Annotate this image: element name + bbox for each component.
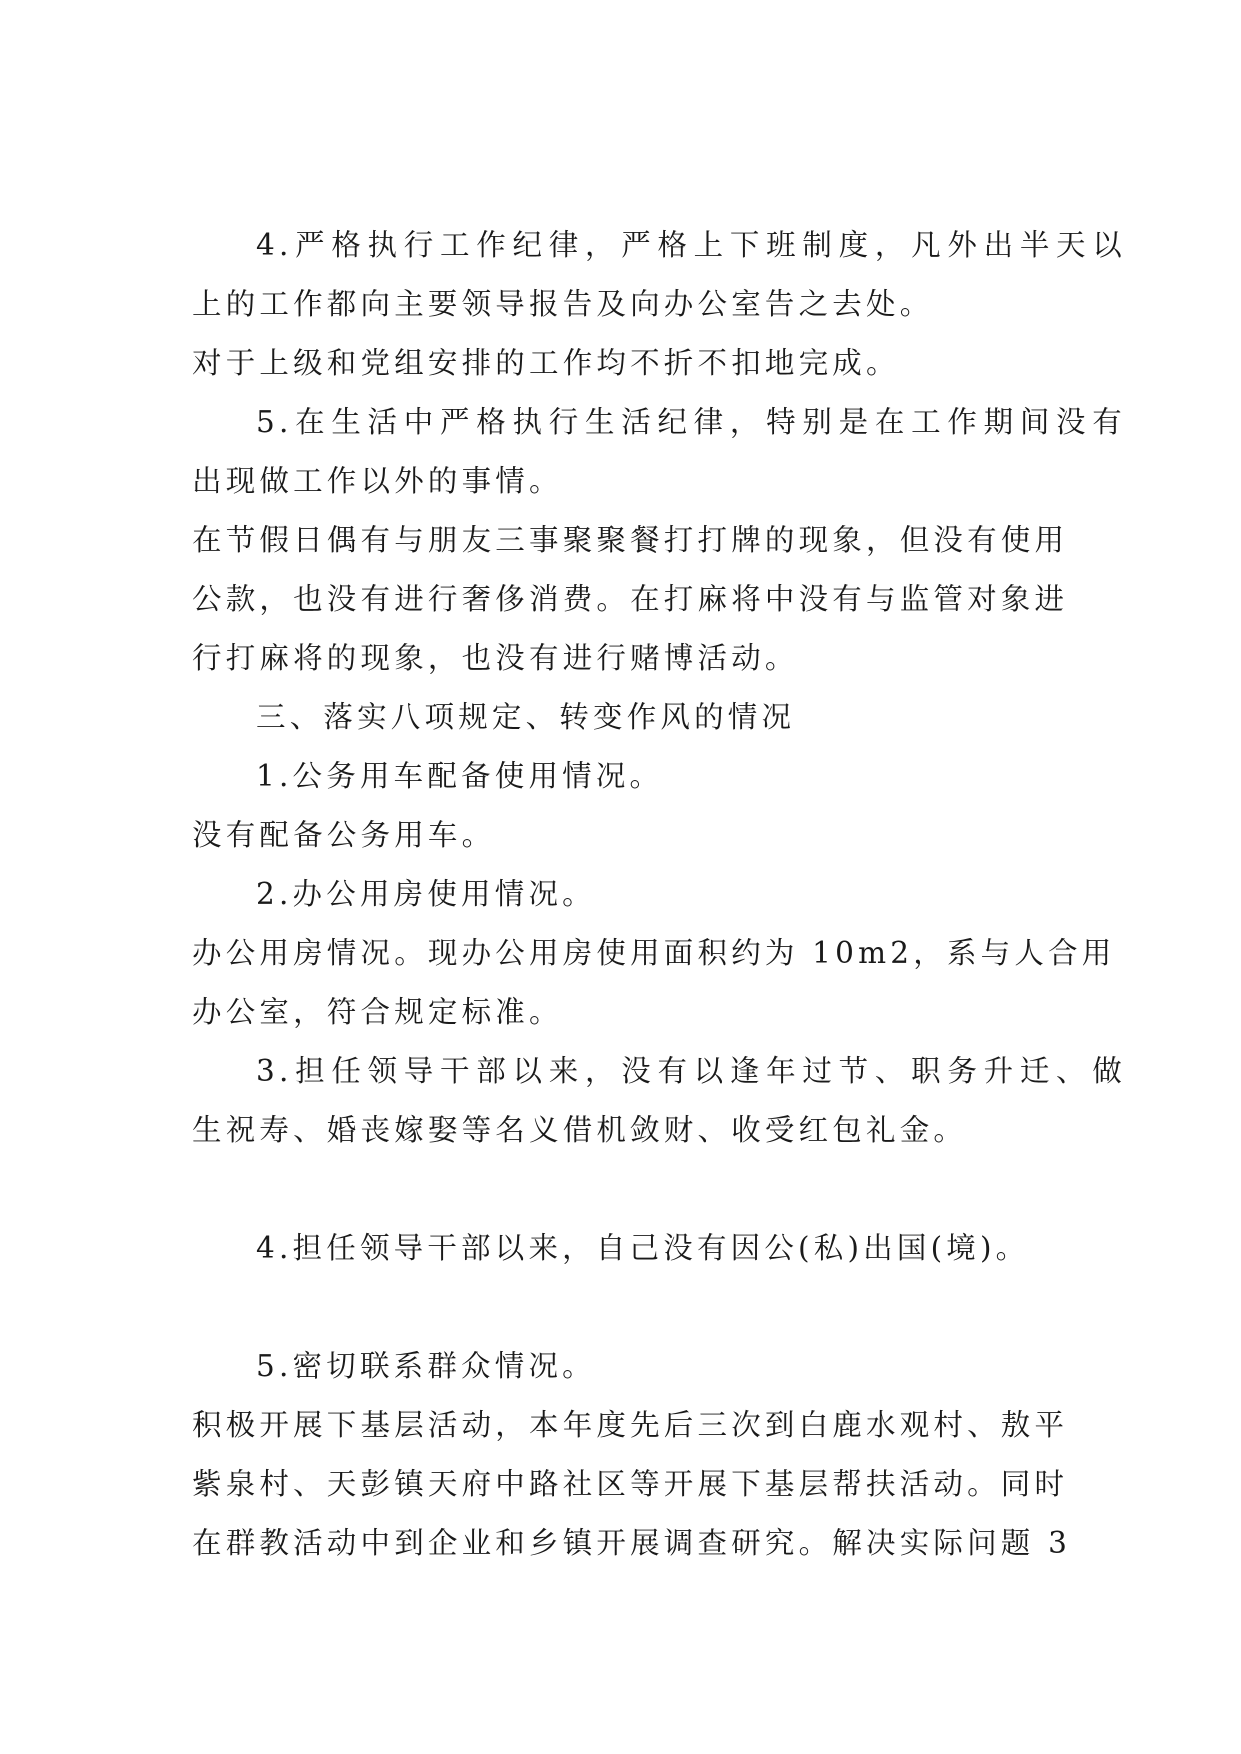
paragraph-line: 4.担任领导干部以来，自己没有因公(私)出国(境)。 [256, 1231, 1030, 1265]
paragraph-line: 生祝寿、婚丧嫁娶等名义借机敛财、收受红包礼金。 [192, 1113, 968, 1147]
paragraph-line: 积极开展下基层活动，本年度先后三次到白鹿水观村、敖平 [192, 1408, 1069, 1442]
paragraph-line: 5.在生活中严格执行生活纪律，特别是在工作期间没有 [256, 405, 1126, 439]
paragraph-line: 公款，也没有进行奢侈消费。在打麻将中没有与监管对象进 [192, 582, 1069, 616]
paragraph-line: 在节假日偶有与朋友三事聚聚餐打打牌的现象，但没有使用 [192, 523, 1069, 557]
paragraph-line: 在群教活动中到企业和乡镇开展调查研究。解决实际问题 3 [192, 1526, 1072, 1560]
paragraph-line: 出现做工作以外的事情。 [192, 464, 563, 498]
paragraph-line: 行打麻将的现象，也没有进行赌博活动。 [192, 641, 799, 675]
section-heading: 三、落实八项规定、转变作风的情况 [256, 700, 796, 734]
paragraph-line: 1.公务用车配备使用情况。 [256, 759, 664, 793]
paragraph-line: 办公用房情况。现办公用房使用面积约为 10m2，系与人合用 [192, 936, 1116, 970]
paragraph-line: 没有配备公务用车。 [192, 818, 496, 852]
paragraph-line: 办公室，符合规定标准。 [192, 995, 563, 1029]
paragraph-line: 5.密切联系群众情况。 [256, 1349, 596, 1383]
paragraph-line: 2.办公用房使用情况。 [256, 877, 596, 911]
paragraph-line: 上的工作都向主要领导报告及向办公室告之去处。 [192, 287, 934, 321]
paragraph-line: 3.担任领导干部以来，没有以逢年过节、职务升迁、做 [256, 1054, 1126, 1088]
paragraph-line: 对于上级和党组安排的工作均不折不扣地完成。 [192, 346, 900, 380]
paragraph-line: 紫泉村、天彭镇天府中路社区等开展下基层帮扶活动。同时 [192, 1467, 1069, 1501]
paragraph-line: 4.严格执行工作纪律，严格上下班制度，凡外出半天以 [256, 228, 1126, 262]
